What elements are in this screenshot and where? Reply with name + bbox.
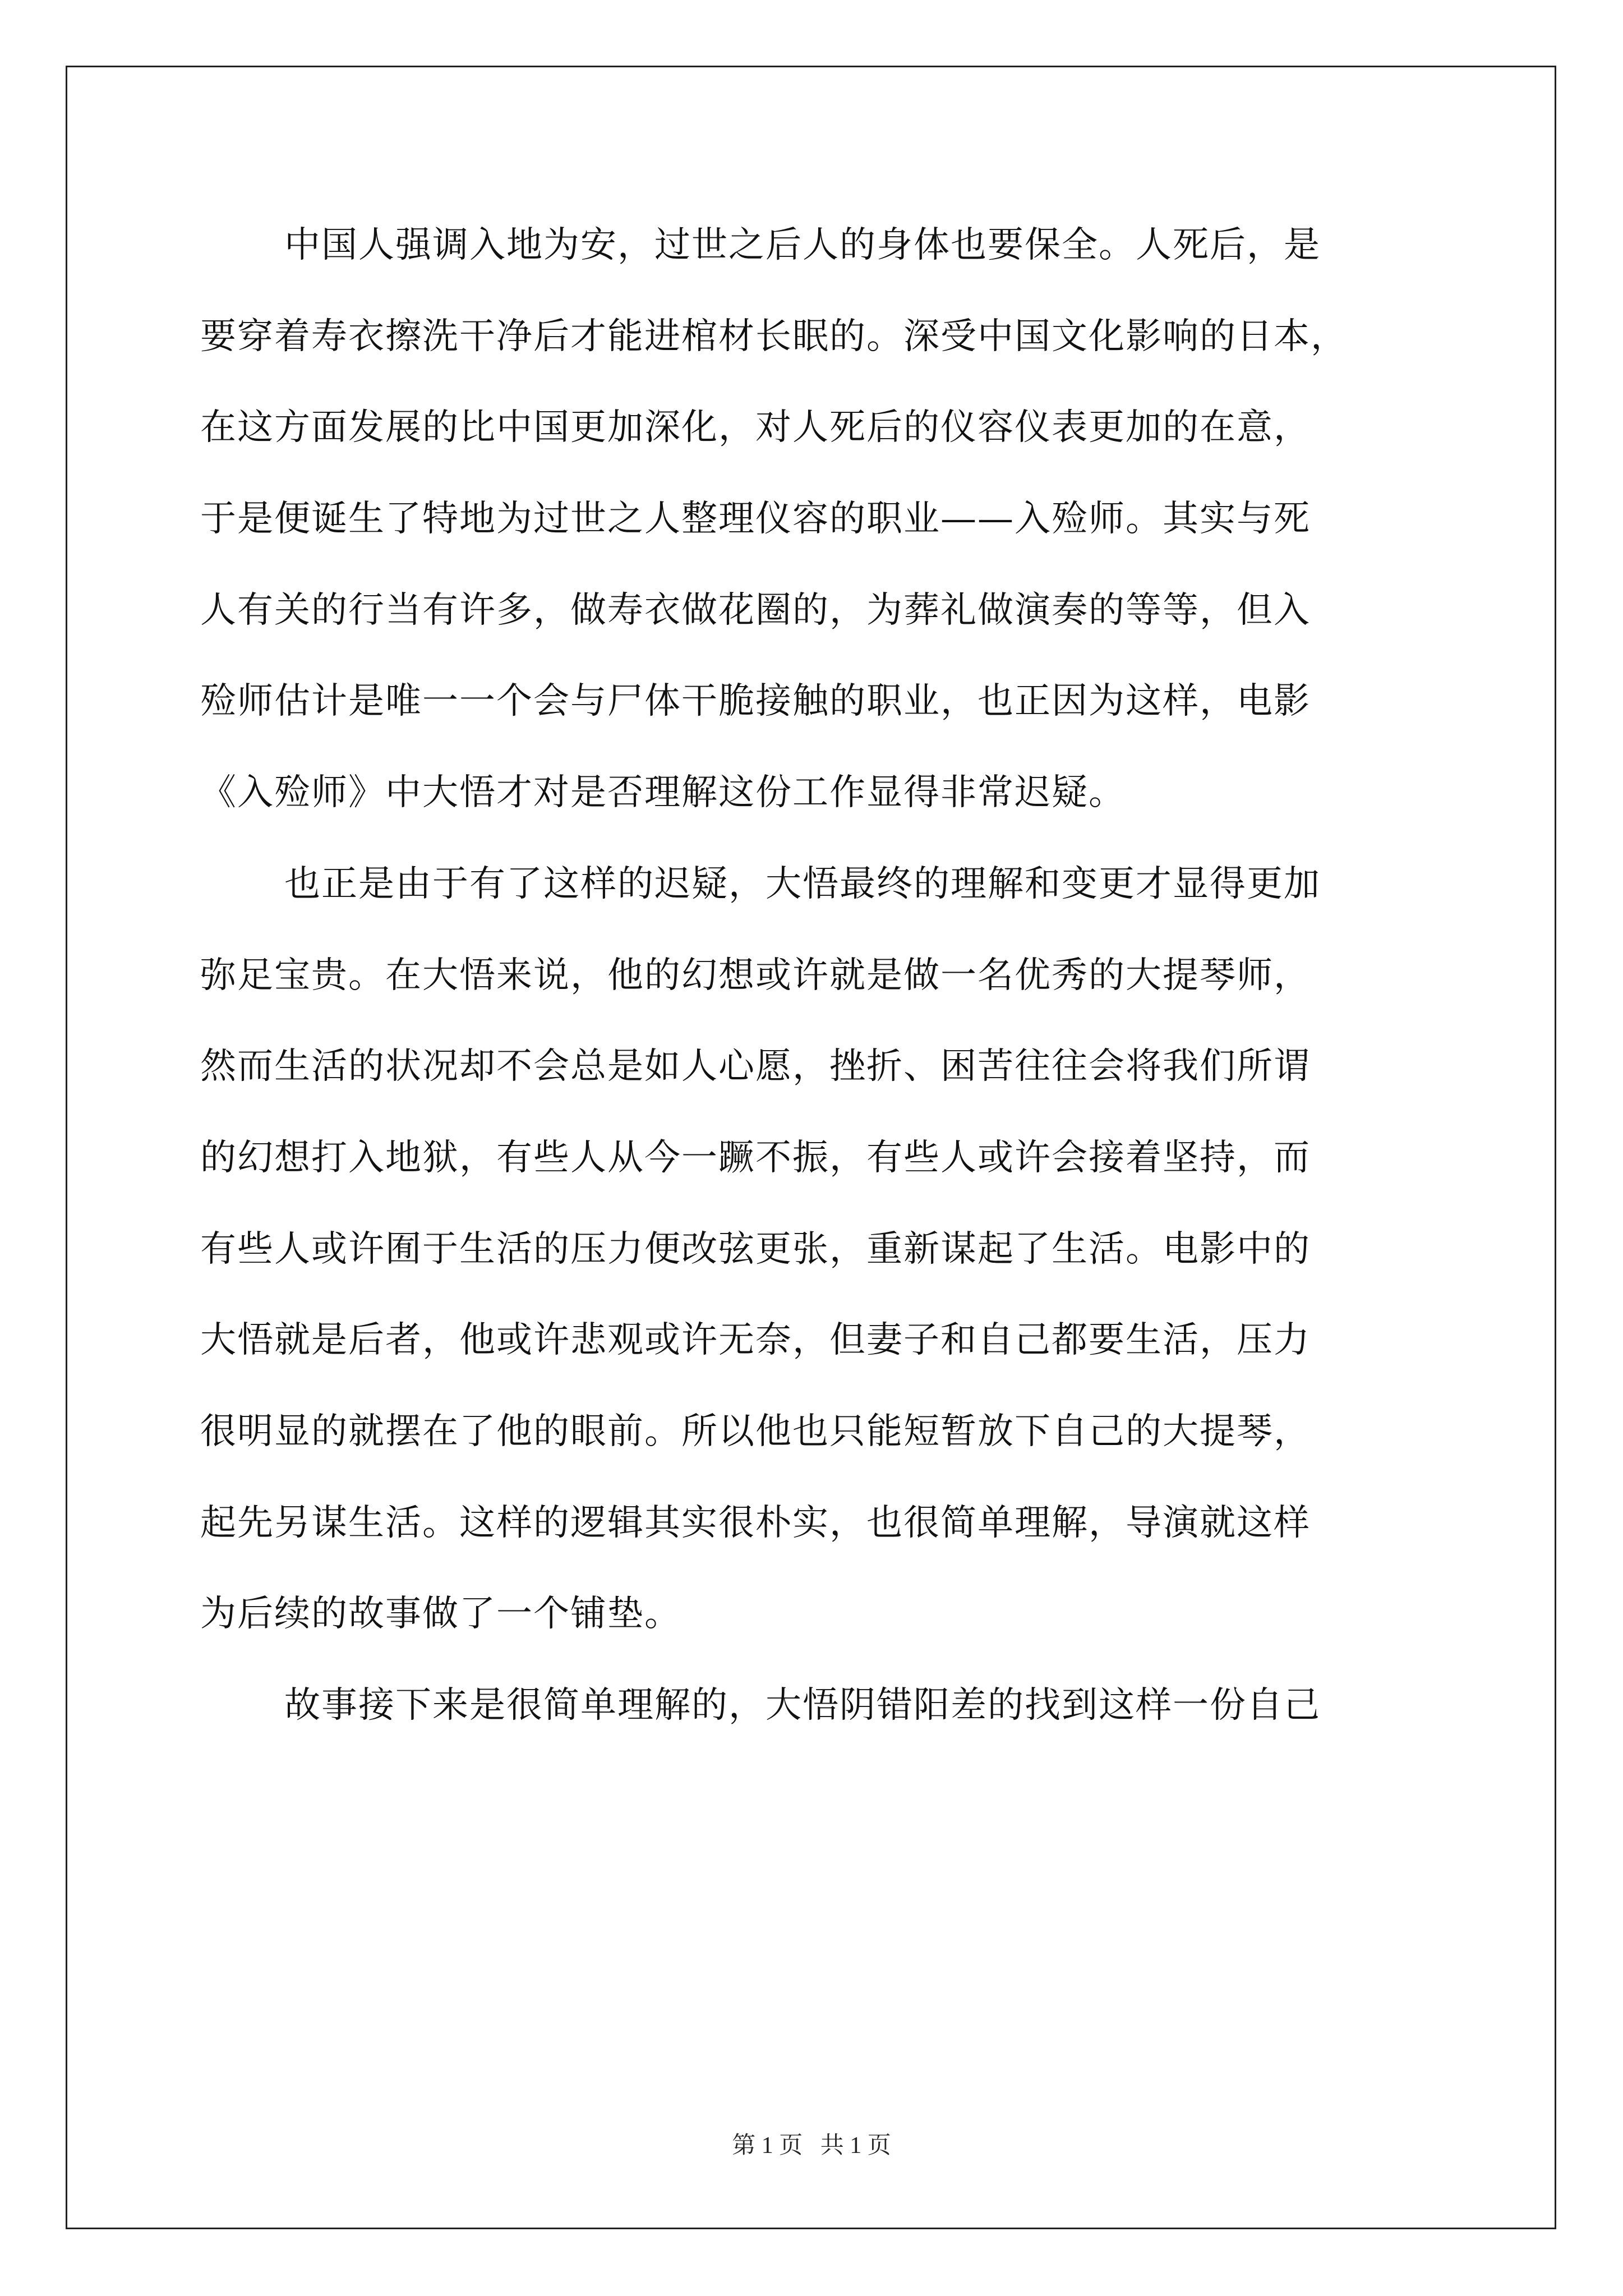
text-line: 也正是由于有了这样的迟疑，大悟最终的理解和变更才显得更加: [284, 863, 1321, 905]
text-line: 大悟就是后者，他或许悲观或许无奈，但妻子和自己都要生活，压力: [200, 1319, 1311, 1361]
text-line: 弥足宝贵。在大悟来说，他的幻想或许就是做一名优秀的大提琴师，: [200, 954, 1311, 996]
text-line: 故事接下来是很简单理解的，大悟阴错阳差的找到这样一份自己: [284, 1685, 1321, 1726]
text-line: 中国人强调入地为安，过世之后人的身体也要保全。人死后，是: [284, 224, 1321, 266]
text-line: 然而生活的状况却不会总是如人心愿，挫折、困苦往往会将我们所谓: [200, 1046, 1311, 1088]
paragraph-2: [200, 863, 1434, 1635]
document-body: [200, 224, 1434, 1776]
paragraph-1: [200, 224, 1434, 813]
text-line: 殓师估计是唯一一个会与尸体干脆接触的职业，也正因为这样，电影: [200, 680, 1311, 723]
text-line: 很明显的就摆在了他的眼前。所以他也只能短暂放下自己的大提琴，: [200, 1410, 1311, 1452]
text-line: 的幻想打入地狱，有些人从今一蹶不振，有些人或许会接着坚持，而: [200, 1137, 1311, 1179]
text-line: 要穿着寿衣擦洗干净后才能进棺材长眠的。深受中国文化影响的日本，: [200, 315, 1348, 357]
text-line: 为后续的故事做了一个铺垫。: [200, 1593, 681, 1635]
paragraph-3: [200, 1685, 1434, 1726]
text-line: 《入殓师》中大悟才对是否理解这份工作显得非常迟疑。: [200, 772, 1126, 814]
text-line: 于是便诞生了特地为过世之人整理仪容的职业——入殓师。其实与死: [200, 498, 1311, 540]
text-line: 人有关的行当有许多，做寿衣做花圈的，为葬礼做演奏的等等，但入: [200, 589, 1311, 631]
text-line: 有些人或许囿于生活的压力便改弦更张，重新谋起了生活。电影中的: [200, 1228, 1311, 1270]
text-line: 起先另谋生活。这样的逻辑其实很朴实，也很简单理解，导演就这样: [200, 1502, 1311, 1544]
page-footer: 第 1 页 共 1 页: [732, 2133, 891, 2159]
text-line: 在这方面发展的比中国更加深化，对人死后的仪容仪表更加的在意，: [200, 407, 1311, 449]
